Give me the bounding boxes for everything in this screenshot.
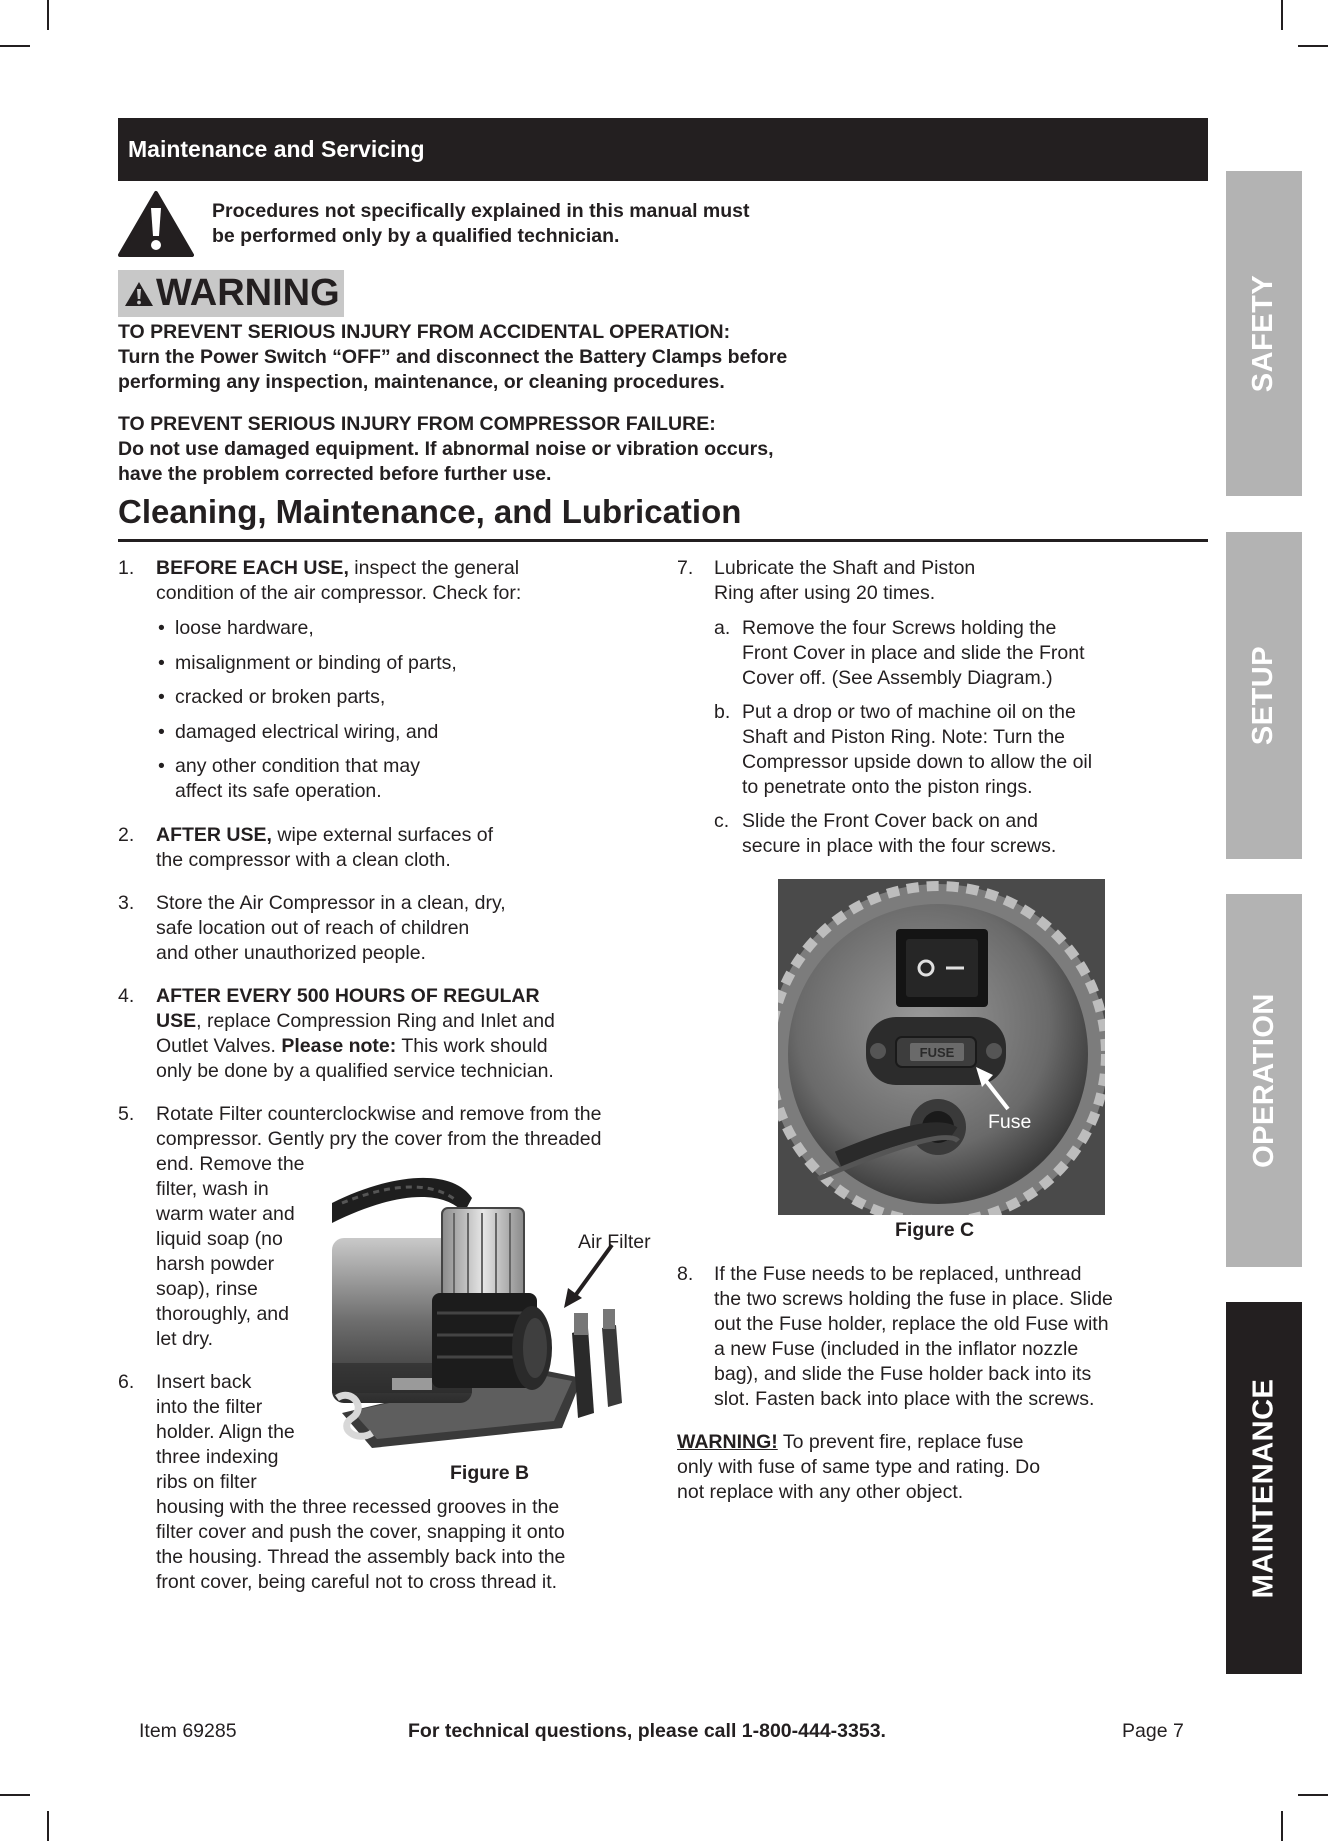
section-header-title: Maintenance and Servicing bbox=[128, 136, 425, 162]
notice-line: be performed only by a qualified technician. bbox=[212, 225, 620, 247]
step-text: , replace Compression Ring and Inlet and bbox=[196, 1010, 555, 1032]
step-text: the two screws holding the fuse in place. Slide bbox=[714, 1288, 1113, 1310]
step-text: a new Fuse (included in the inflator nozzle bbox=[714, 1338, 1079, 1360]
step-text: Remove the four Screws holding the bbox=[742, 617, 1057, 639]
step-number: 2. bbox=[118, 824, 135, 846]
step-text: liquid soap (no bbox=[156, 1228, 283, 1250]
step-lead: USE bbox=[156, 1010, 197, 1032]
step-1-text bbox=[156, 556, 656, 606]
fuse-callout: Fuse bbox=[988, 1111, 1032, 1133]
qualified-technician-notice bbox=[212, 199, 852, 249]
step-text: Cover off. (See Assembly Diagram.) bbox=[742, 667, 1053, 689]
tab-setup[interactable] bbox=[1226, 532, 1302, 859]
step-number: 8. bbox=[677, 1263, 694, 1285]
fuse-stamp: FUSE bbox=[919, 1045, 955, 1060]
tab-safety[interactable] bbox=[1226, 171, 1302, 496]
step-text: filter cover and push the cover, snapping it onto bbox=[156, 1521, 565, 1543]
step-8-text bbox=[714, 1262, 1194, 1412]
step-text: If the Fuse needs to be replaced, unthread bbox=[714, 1263, 1082, 1285]
step-number: 5. bbox=[118, 1103, 135, 1125]
footer-page-number: Page 7 bbox=[1122, 1720, 1184, 1742]
bullet-item: damaged electrical wiring, and bbox=[175, 721, 439, 743]
step-text: Put a drop or two of machine oil on the bbox=[742, 701, 1076, 723]
step-text: To prevent fire, replace fuse bbox=[777, 1431, 1024, 1453]
step-3-text bbox=[156, 891, 656, 966]
step-text: Front Cover in place and slide the Front bbox=[742, 642, 1085, 664]
warning-label-text: WARNING bbox=[156, 272, 340, 314]
step-text: three indexing bbox=[156, 1446, 279, 1468]
figure-c-fuse-photo bbox=[778, 879, 1105, 1215]
footer-tech-support: For technical questions, please call 1-800-444-3353. bbox=[408, 1720, 886, 1742]
step-text: Outlet Valves. bbox=[156, 1035, 282, 1057]
warning-line: Do not use damaged equipment. If abnormal noise or vibration occurs, bbox=[118, 438, 774, 460]
step-text: Insert back bbox=[156, 1371, 252, 1393]
step-text: ribs on filter bbox=[156, 1471, 257, 1493]
step-text: Rotate Filter counterclockwise and remove from the bbox=[156, 1103, 602, 1125]
crop-mark bbox=[47, 0, 49, 30]
bullet-item bbox=[175, 754, 420, 804]
step-text: safe location out of reach of children bbox=[156, 917, 470, 939]
step-text: out the Fuse holder, replace the old Fuse with bbox=[714, 1313, 1109, 1335]
step-number: 3. bbox=[118, 892, 135, 914]
step-lead: AFTER USE, bbox=[156, 824, 272, 846]
step-text: inspect the general bbox=[348, 557, 520, 579]
step-text: Compressor upside down to allow the oil bbox=[742, 751, 1093, 773]
step-lead: BEFORE EACH USE, bbox=[156, 557, 349, 579]
step-text: condition of the air compressor. Check for: bbox=[156, 582, 522, 604]
step-2-text bbox=[156, 823, 656, 873]
substep-b-text bbox=[742, 700, 1182, 800]
bullet-dot: • bbox=[158, 617, 165, 639]
section-divider bbox=[118, 539, 1208, 542]
step-7-text bbox=[714, 556, 1174, 606]
substep-c-text bbox=[742, 809, 1182, 859]
step-text: warm water and bbox=[156, 1203, 295, 1225]
step-text: to penetrate onto the piston rings. bbox=[742, 776, 1033, 798]
warning-triangle-icon bbox=[124, 280, 154, 308]
step-text: into the filter bbox=[156, 1396, 263, 1418]
step-text: filter, wash in bbox=[156, 1178, 269, 1200]
tab-label: OPERATION bbox=[1247, 993, 1280, 1168]
warning-line: TO PREVENT SERIOUS INJURY FROM COMPRESSOR FAILURE: bbox=[118, 413, 716, 435]
step-text: Store the Air Compressor in a clean, dry, bbox=[156, 892, 506, 914]
crop-mark bbox=[47, 1811, 49, 1841]
step-text: harsh powder bbox=[156, 1253, 275, 1275]
step-text: only be done by a qualified service technician. bbox=[156, 1060, 554, 1082]
warning-line: have the problem corrected before further use. bbox=[118, 463, 552, 485]
crop-mark bbox=[0, 45, 30, 47]
step-number: 1. bbox=[118, 557, 135, 579]
step-text: end. Remove the bbox=[156, 1153, 305, 1175]
air-filter-callout: Air Filter bbox=[578, 1231, 651, 1253]
tab-operation[interactable] bbox=[1226, 894, 1302, 1267]
fire-warning-lead: WARNING! bbox=[677, 1431, 778, 1453]
bullet-dot: • bbox=[158, 652, 165, 674]
step-text: secure in place with the four screws. bbox=[742, 835, 1057, 857]
bullet-item: loose hardware, bbox=[175, 617, 314, 639]
crop-mark bbox=[0, 1794, 30, 1796]
warning-accidental-operation bbox=[118, 320, 878, 395]
step-text: Ring after using 20 times. bbox=[714, 582, 936, 604]
bullet-item: misalignment or binding of parts, bbox=[175, 652, 457, 674]
step-text: bag), and slide the Fuse holder back into its bbox=[714, 1363, 1092, 1385]
fire-warning bbox=[677, 1430, 1157, 1505]
notice-line: Procedures not specifically explained in this manual must bbox=[212, 200, 750, 222]
step-text: front cover, being careful not to cross thread it. bbox=[156, 1571, 558, 1593]
tab-label: MAINTENANCE bbox=[1247, 1378, 1280, 1598]
tab-maintenance[interactable] bbox=[1226, 1302, 1302, 1674]
step-number: 6. bbox=[118, 1371, 135, 1393]
tab-label: SETUP bbox=[1247, 645, 1280, 746]
step-text: wipe external surfaces of bbox=[271, 824, 494, 846]
warning-compressor-failure bbox=[118, 412, 878, 487]
bullet-dot: • bbox=[158, 686, 165, 708]
step-text: slot. Fasten back into place with the screws. bbox=[714, 1388, 1095, 1410]
step-text: not replace with any other object. bbox=[677, 1481, 964, 1503]
bullet-dot: • bbox=[158, 721, 165, 743]
front-cover-illustration bbox=[778, 879, 1105, 1215]
warning-line: TO PREVENT SERIOUS INJURY FROM ACCIDENTAL OPERATION: bbox=[118, 321, 731, 343]
substep-label: a. bbox=[714, 617, 731, 639]
step-text: let dry. bbox=[156, 1328, 214, 1350]
bullet-text: any other condition that may bbox=[175, 755, 420, 777]
crop-mark bbox=[1281, 1811, 1283, 1841]
step-text: This work should bbox=[396, 1035, 548, 1057]
step-text: the compressor with a clean cloth. bbox=[156, 849, 451, 871]
section-title: Cleaning, Maintenance, and Lubrication bbox=[118, 493, 742, 530]
step-text: thoroughly, and bbox=[156, 1303, 289, 1325]
step-text: and other unauthorized people. bbox=[156, 942, 426, 964]
crop-mark bbox=[1298, 1794, 1328, 1796]
bullet-item: cracked or broken parts, bbox=[175, 686, 386, 708]
warning-line: Turn the Power Switch “OFF” and disconnect the Battery Clamps before bbox=[118, 346, 788, 368]
warning-label bbox=[118, 270, 344, 317]
crop-mark bbox=[1281, 0, 1283, 30]
step-text: only with fuse of same type and rating. Do bbox=[677, 1456, 1041, 1478]
step-text: compressor. Gently pry the cover from the threaded bbox=[156, 1128, 602, 1150]
warning-line: performing any inspection, maintenance, or cleaning procedures. bbox=[118, 371, 725, 393]
step-text: Shaft and Piston Ring. Note: Turn the bbox=[742, 726, 1066, 748]
crop-mark bbox=[1298, 45, 1328, 47]
substep-a-text bbox=[742, 616, 1182, 691]
figure-c-caption: Figure C bbox=[895, 1219, 975, 1241]
step-number: 4. bbox=[118, 985, 135, 1007]
bullet-text: affect its safe operation. bbox=[175, 780, 382, 802]
step-text: Lubricate the Shaft and Piston bbox=[714, 557, 976, 579]
tab-label: SAFETY bbox=[1247, 274, 1280, 393]
step-text: holder. Align the bbox=[156, 1421, 295, 1443]
footer-item-number: Item 69285 bbox=[139, 1720, 237, 1742]
step-4-text bbox=[156, 984, 656, 1084]
substep-label: c. bbox=[714, 810, 730, 832]
bullet-dot: • bbox=[158, 755, 165, 777]
substep-label: b. bbox=[714, 701, 731, 723]
step-text: the housing. Thread the assembly back into the bbox=[156, 1546, 566, 1568]
section-header-bar bbox=[118, 118, 1208, 181]
step-text: soap), rinse bbox=[156, 1278, 258, 1300]
step-note-lead: Please note: bbox=[281, 1035, 397, 1057]
step-text: housing with the three recessed grooves in the bbox=[156, 1496, 560, 1518]
caution-triangle-icon bbox=[118, 190, 194, 258]
step-number: 7. bbox=[677, 557, 694, 579]
step-text: Slide the Front Cover back on and bbox=[742, 810, 1038, 832]
step-lead: AFTER EVERY 500 HOURS OF REGULAR bbox=[156, 985, 540, 1007]
figure-b-caption: Figure B bbox=[450, 1462, 530, 1484]
